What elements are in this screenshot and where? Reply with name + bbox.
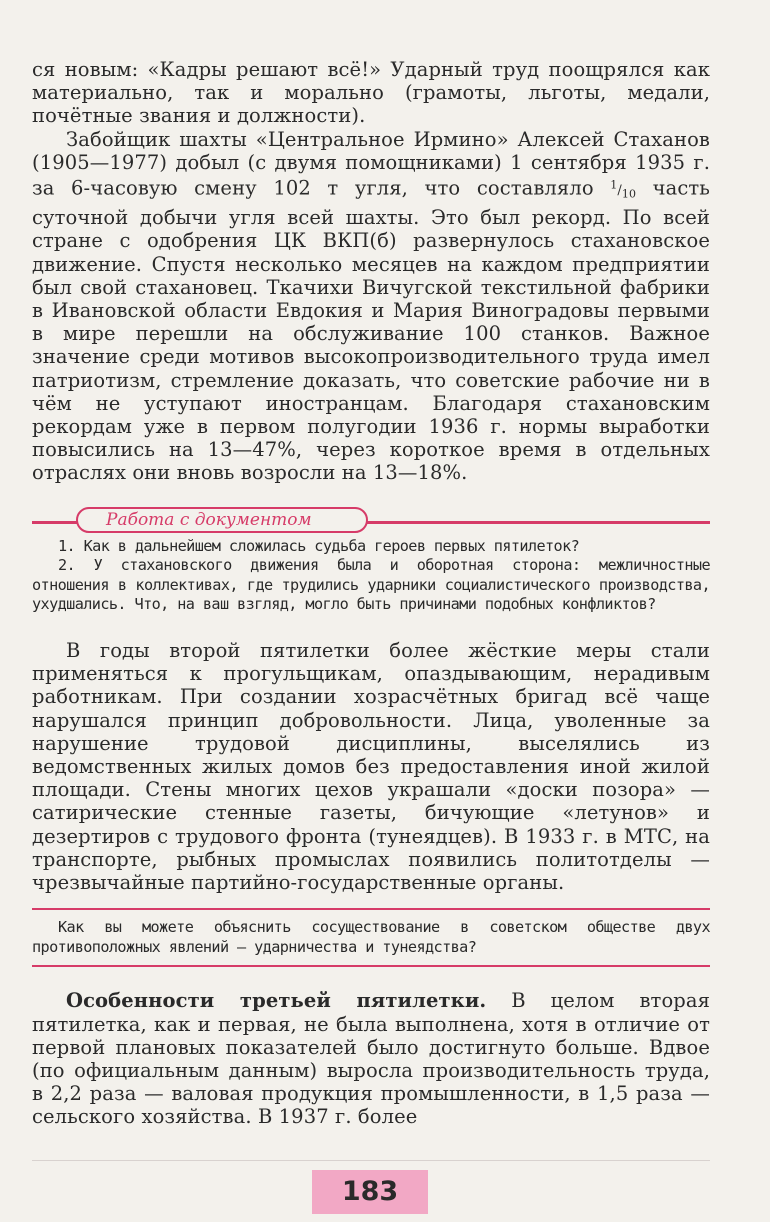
paragraph-stakhanov xyxy=(32,128,710,485)
page-body xyxy=(32,58,710,1129)
footer-rule xyxy=(32,1160,710,1161)
fraction-denominator: 10 xyxy=(621,187,637,201)
paragraph-third-five-year-plan xyxy=(32,989,710,1128)
document-question-2: 2. У стахановского движения была и оборотная сторона: межличностные отношения в коллективах, где трудились ударники социалистического производства, ухудшались. Что, на ваш взгляд, могло быть причинами подобных конфликтов? xyxy=(32,556,710,614)
document-work-header xyxy=(32,507,710,537)
paragraph-stakhanov-text-a: Забойщик шахты «Центральное Ирмино» Алексей Стаханов (1905—1977) добыл (с двумя помощниками) 1 сентября 1935 г. за 6-часовую смену 102 т угля, что составляло xyxy=(32,127,710,200)
section-heading: Особенности третьей пятилетки. xyxy=(66,989,487,1013)
paragraph-third-five-year-plan-text: В целом вторая пятилетка, как и первая, не была выполнена, хотя в отличие от первой плановых показателей было достигнуто больше. Вдвое (по официальным данным) выросла производительность труда, в 2,2 раза — валовая продукция промышленности, в 1,5 раза — сельского хозяйства. В 1937 г. более xyxy=(32,989,710,1129)
question-box-top-rule xyxy=(32,908,710,910)
paragraph-stakhanov-text-b: часть суточной добычи угля всей шахты. Это был рекорд. По всей стране с одобрения ЦК ВКП(б) развернулось стахановское движение. Спустя несколько месяцев на каждом предприятии был свой стахановец. Ткачихи Вичугской текстильной фабрики в Ивановской области Евдокия и Мария Виноградовы первыми в мире перешли на обслуживание 100 станков. Важное значение среди мотивов высокопроизводительного труда имел патриотизм, стремление доказать, что советские рабочие ни в чём не уступают иностранцам. Благодаря стахановским рекордам уже в первом полугодии 1936 г. нормы выработки повысились на 13—47%, через короткое время в отдельных отраслях они вновь возросли на 13—18%. xyxy=(32,176,710,485)
page-number: 183 xyxy=(312,1170,428,1214)
question-box-bottom-rule xyxy=(32,965,710,967)
question-box xyxy=(32,908,710,967)
document-work-title: Работа с документом xyxy=(76,507,368,533)
fraction-numerator: 1 xyxy=(610,179,618,193)
paragraph-continuation: ся новым: «Кадры решают всё!» Ударный труд поощрялся как материально, так и морально (грамоты, льготы, медали, почётные звания и должности). xyxy=(32,58,710,128)
question-box-text: Как вы можете объяснить сосуществование в советском обществе двух противоположных явлений — ударничества и тунеядства? xyxy=(32,918,710,956)
document-question-1: 1. Как в дальнейшем сложилась судьба героев первых пятилеток? xyxy=(58,536,580,555)
paragraph-second-five-year-plan: В годы второй пятилетки более жёсткие меры стали применяться к прогульщикам, опаздывающим, нерадивым работникам. При создании хозрасчётных бригад всё чаще нарушался принцип добровольности. Лица, уволенные за нарушение трудовой дисциплины, выселялись из ведомственных жилых домов без предоставления иной жилой площади. Стены многих цехов украшали «доски позора» — сатирические стенные газеты, бичующие «летунов» и дезертиров с трудового фронта (тунеядцев). В 1933 г. в МТС, на транспорте, рыбных промыслах появились политотделы — чрезвычайные партийно-государственные органы. xyxy=(32,638,710,894)
fraction-one-tenth: $^1/_{10}$ xyxy=(610,179,637,201)
